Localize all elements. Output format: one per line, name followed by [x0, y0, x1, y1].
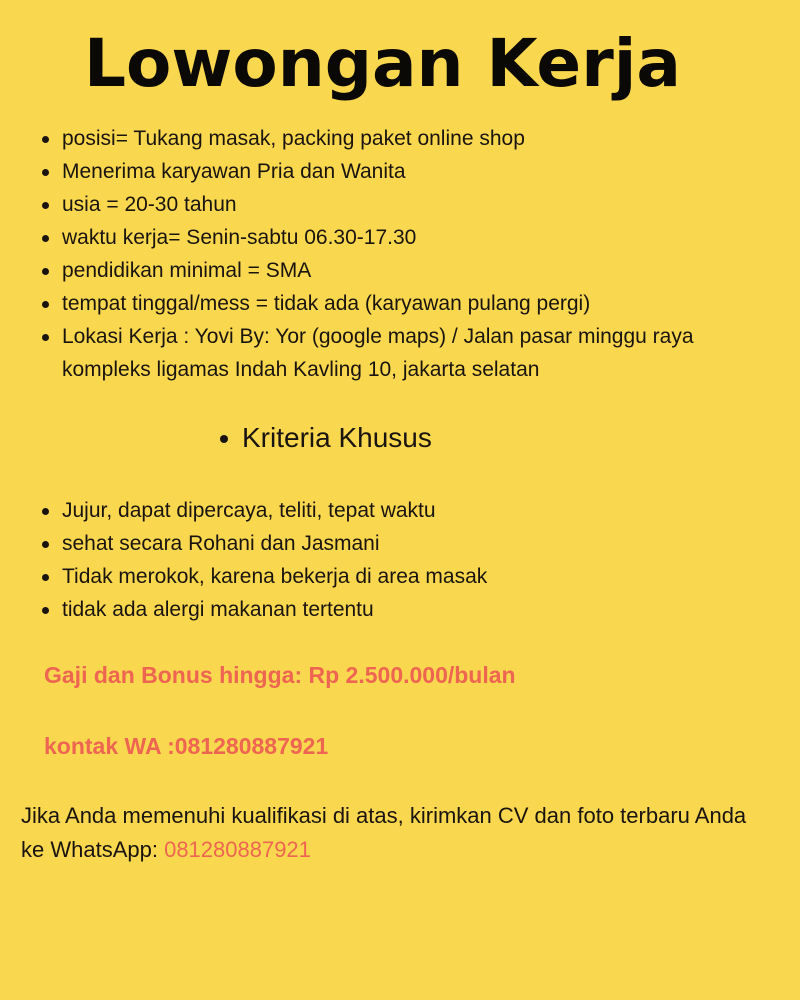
list-item	[40, 254, 760, 287]
list-item	[40, 287, 760, 320]
whatsapp-number: 081280887921	[164, 837, 311, 862]
list-item	[40, 221, 760, 254]
list-item-text: usia = 20-30 tahun	[62, 193, 237, 216]
list-item-text: Lokasi Kerja : Yovi By: Yor (google maps) / Jalan pasar minggu raya kompleks ligamas Indah Kavling 10, jakarta selatan	[62, 325, 694, 381]
closing-paragraph	[21, 799, 761, 867]
salary-text: Gaji dan Bonus hingga: Rp 2.500.000/bulan	[44, 662, 516, 688]
list-item-text: waktu kerja= Senin-sabtu 06.30-17.30	[62, 226, 417, 249]
list-item	[40, 122, 760, 155]
contact-text: kontak WA :081280887921	[44, 733, 329, 759]
list-item	[40, 320, 760, 386]
bullet-icon	[42, 169, 49, 176]
list-item-text: tempat tinggal/mess = tidak ada (karyawan pulang pergi)	[62, 292, 591, 315]
list-item	[40, 155, 760, 188]
bullet-icon	[42, 334, 49, 341]
bullet-icon	[42, 301, 49, 308]
bullet-icon	[42, 136, 49, 143]
list-item-text: Menerima karyawan Pria dan Wanita	[62, 160, 406, 183]
job-details-list	[40, 122, 760, 386]
list-item	[40, 188, 760, 221]
bullet-icon	[42, 541, 49, 548]
bullet-icon	[42, 202, 49, 209]
list-item-text: posisi= Tukang masak, packing paket online shop	[62, 127, 525, 150]
list-item	[40, 593, 760, 626]
bullet-icon	[42, 235, 49, 242]
bullet-icon	[42, 268, 49, 275]
closing-text: Jika Anda memenuhi kualifikasi di atas, kirimkan CV dan foto terbaru Anda ke WhatsApp:	[21, 803, 747, 862]
list-item	[40, 560, 760, 593]
page-title: Lowongan Kerja	[84, 25, 681, 102]
bullet-icon	[220, 435, 228, 443]
list-item-text: pendidikan minimal = SMA	[62, 259, 312, 282]
criteria-list	[40, 494, 760, 626]
bullet-icon	[42, 508, 49, 515]
criteria-heading-text: Kriteria Khusus	[242, 422, 432, 453]
bullet-icon	[42, 574, 49, 581]
list-item	[40, 527, 760, 560]
list-item	[40, 494, 760, 527]
list-item-text: Tidak merokok, karena bekerja di area masak	[62, 565, 488, 588]
list-item-text: tidak ada alergi makanan tertentu	[62, 598, 374, 621]
criteria-heading	[218, 420, 432, 456]
list-item-text: sehat secara Rohani dan Jasmani	[62, 532, 380, 555]
bullet-icon	[42, 607, 49, 614]
list-item-text: Jujur, dapat dipercaya, teliti, tepat waktu	[62, 499, 436, 522]
